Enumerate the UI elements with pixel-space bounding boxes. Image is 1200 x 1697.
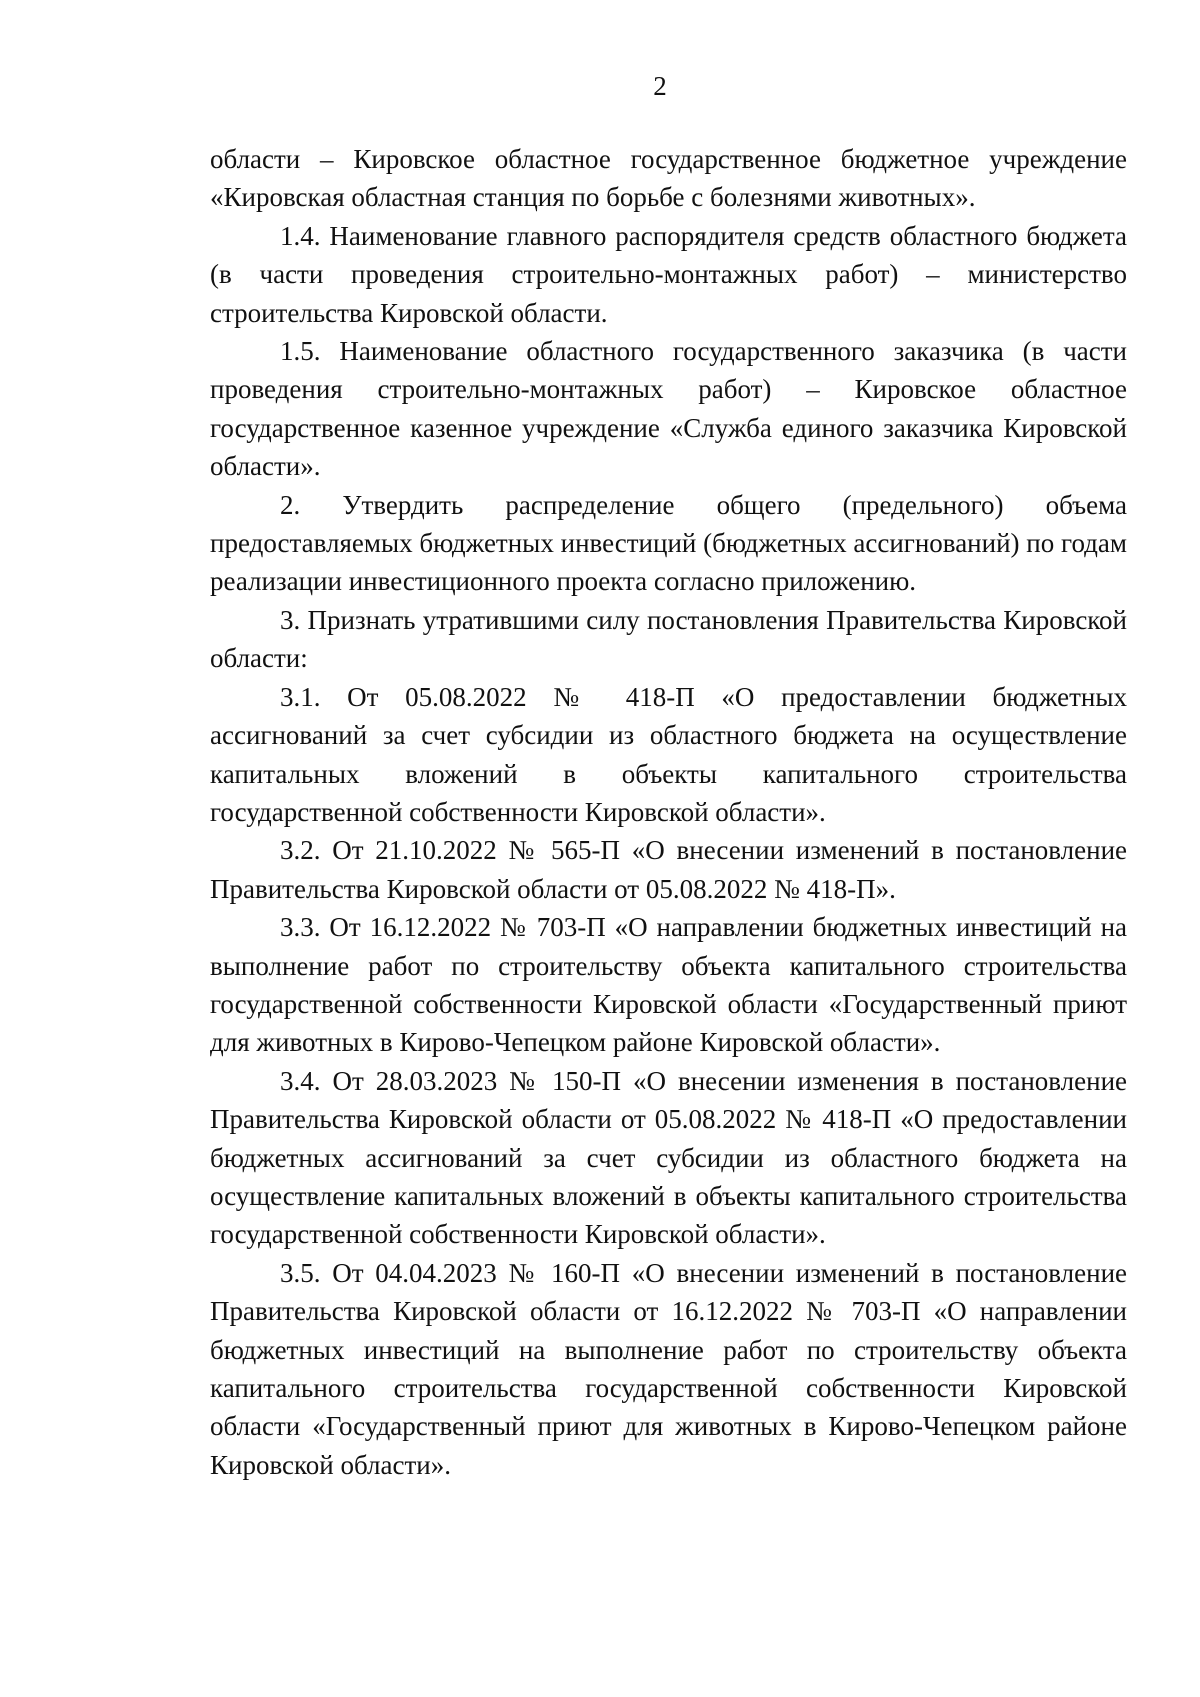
paragraph-item-1-4: 1.4. Наименование главного распорядителя средств областного бюджета (в части проведения строительно-монтажных работ) – министерство строительства Кировской области. [210,220,1127,328]
paragraph-item-3-2: 3.2. От 21.10.2022 № 565-П «О внесении изменений в постановление Правительства Кировской области от 05.08.2022 № 418-П». [210,835,1127,904]
paragraph-item-1-5: 1.5. Наименование областного государственного заказчика (в части проведения строительно-монтажных работ) – Кировское областное государственное казенное учреждение «Служба единого заказчика Кировской области». [210,336,1127,482]
paragraph-item-3: 3. Признать утратившими силу постановления Правительства Кировской области: [210,604,1127,674]
paragraph-item-3-5: 3.5. От 04.04.2023 № 160-П «О внесении изменений в постановление Правительства Кировской области от 16.12.2022 № 703-П «О направлении бюджетных инвестиций на выполнение работ по строительству объекта капитального строительства государственной собственности Кировской области «Государственный приют для животных в Кирово-Чепецком районе Кировской области». [210,1257,1127,1480]
paragraph-item-2: 2. Утвердить распределение общего (предельного) объема предоставляемых бюджетных инвестиций (бюджетных ассигнований) по годам реализации инвестиционного проекта согласно приложению. [210,489,1127,597]
page-number: 2 [653,71,667,101]
paragraph-item-3-3: 3.3. От 16.12.2022 № 703-П «О направлении бюджетных инвестиций на выполнение работ по строительству объекта капитального строительства государственной собственности Кировской области «Государственный приют для животных в Кирово-Чепецком районе Кировской области». [210,912,1127,1058]
paragraph-item-3-4: 3.4. От 28.03.2023 № 150-П «О внесении изменения в постановление Правительства Кировской области от 05.08.2022 № 418-П «О предоставлении бюджетных ассигнований за счет субсидии из областного бюджета на осуществление капитальных вложений в объекты капитального строительства государственной собственности Кировской области». [210,1065,1127,1250]
document-body [210,140,1127,1484]
paragraph-item-3-1: 3.1. От 05.08.2022 № 418-П «О предоставлении бюджетных ассигнований за счет субсидии из областного бюджета на осуществление капитальных вложений в объекты капитального строительства государственной собственности Кировской области». [210,681,1127,827]
paragraph-continuation: области – Кировское областное государственное бюджетное учреждение «Кировская областная станция по борьбе с болезнями животных». [210,144,1127,213]
